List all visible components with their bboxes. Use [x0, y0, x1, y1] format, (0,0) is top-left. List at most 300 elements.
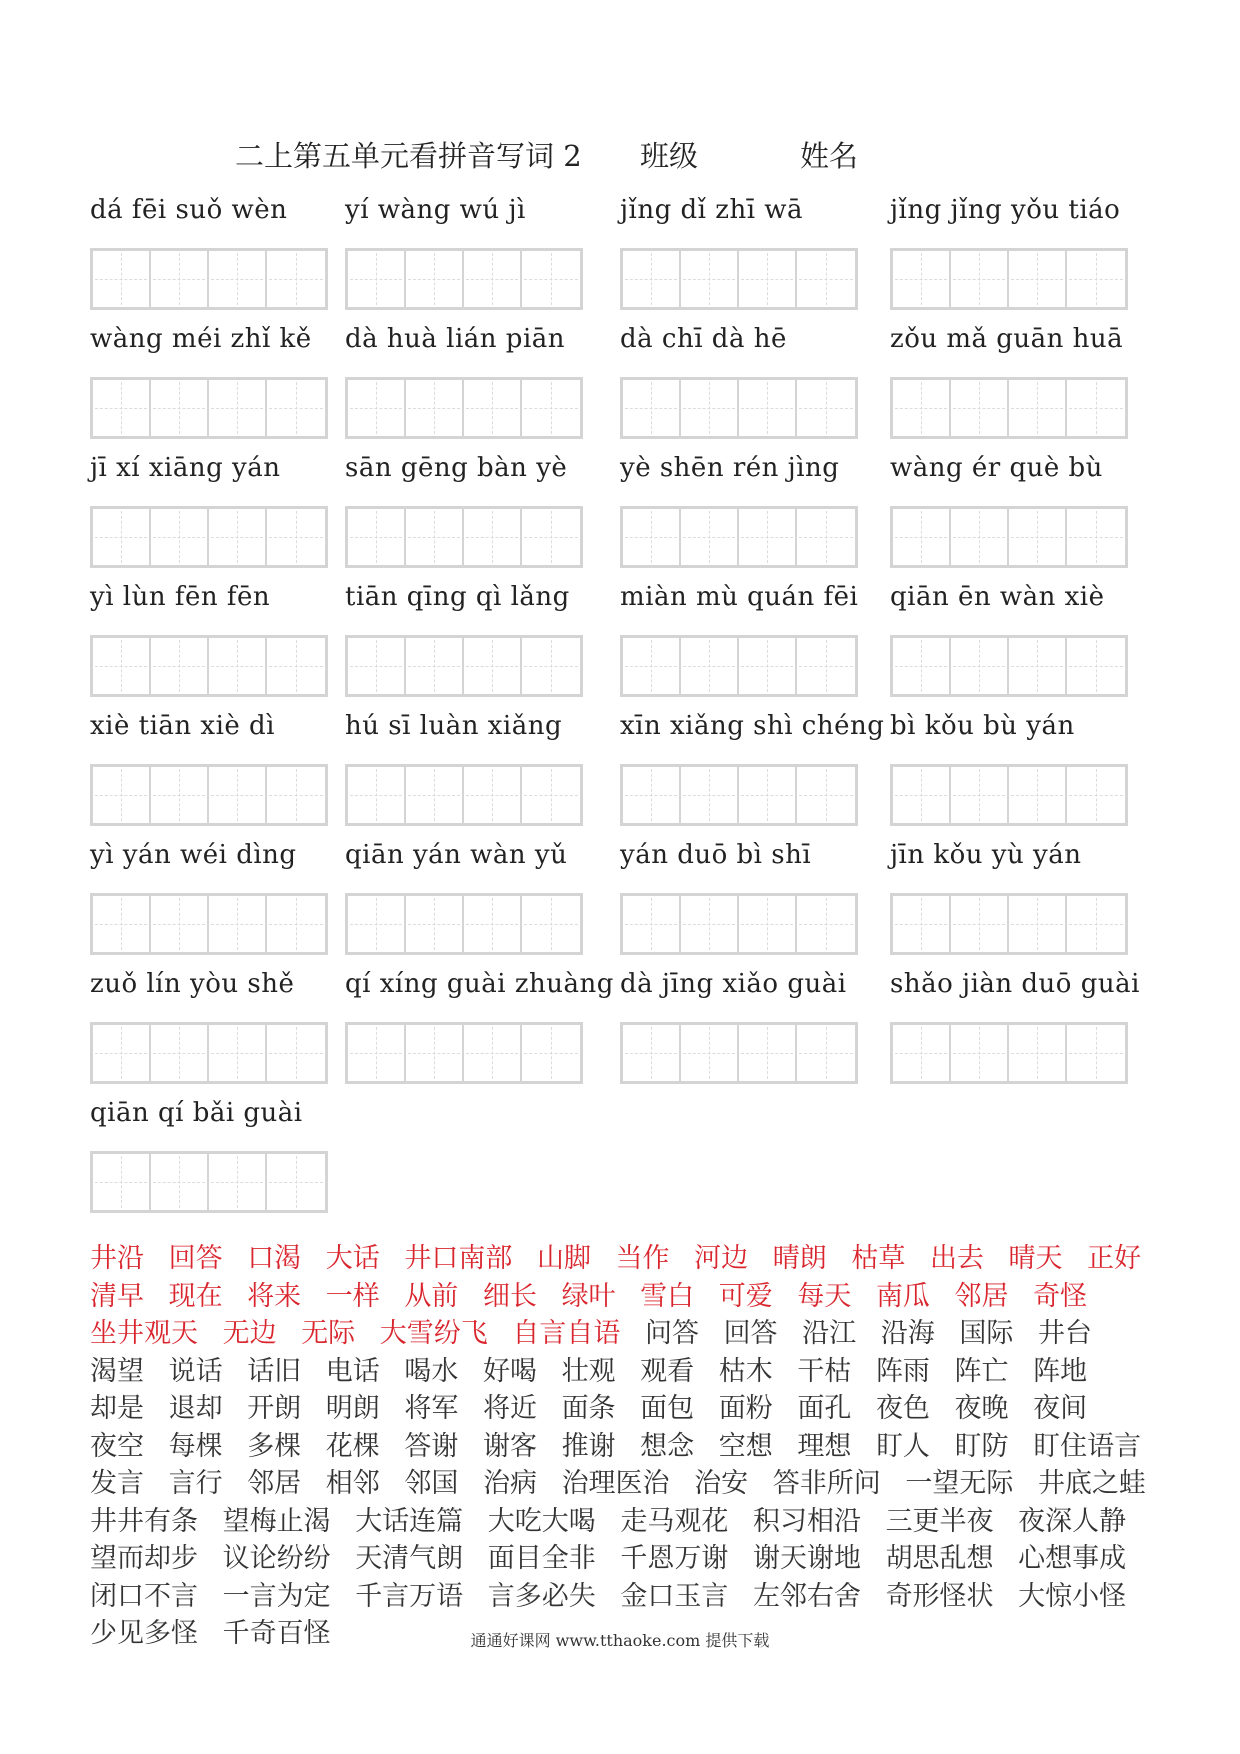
- writing-boxes[interactable]: [345, 506, 583, 568]
- writing-cell[interactable]: [1009, 767, 1067, 823]
- writing-cell[interactable]: [151, 380, 209, 436]
- word-black: 夜间: [1033, 1393, 1088, 1424]
- word-black: 国际: [959, 1318, 1014, 1349]
- writing-cell[interactable]: [1067, 638, 1125, 694]
- writing-cell[interactable]: [406, 1025, 464, 1081]
- pinyin-item: [90, 319, 370, 439]
- writing-cell[interactable]: [797, 1025, 855, 1081]
- word-red: 大雪纷飞: [379, 1318, 488, 1349]
- word-black: 三更半夜: [885, 1505, 994, 1537]
- writing-cell[interactable]: [893, 896, 951, 952]
- word-black: 夜晚: [954, 1393, 1009, 1424]
- writing-cell[interactable]: [93, 767, 151, 823]
- word-black: 沿海: [880, 1318, 935, 1349]
- writing-boxes[interactable]: [890, 635, 1128, 697]
- word-black: 枯木: [718, 1355, 773, 1387]
- word-black: 理想: [797, 1430, 852, 1462]
- writing-cell[interactable]: [151, 896, 209, 952]
- word-black: 谢天谢地: [752, 1543, 861, 1574]
- pinyin-text: wàng ér què bù: [890, 453, 1103, 483]
- pinyin-item: [90, 448, 370, 568]
- word-black: 空想: [718, 1430, 773, 1462]
- pinyin-text: qiān ēn wàn xiè: [890, 582, 1105, 612]
- word-black: 左邻右舍: [752, 1580, 861, 1612]
- word-black: 阵地: [1033, 1355, 1088, 1387]
- writing-cell[interactable]: [151, 509, 209, 565]
- writing-cell[interactable]: [1009, 380, 1067, 436]
- word-black: 治理医治: [561, 1468, 670, 1499]
- pinyin-item: [90, 190, 370, 310]
- pinyin-text: qiān qí bǎi guài: [90, 1098, 303, 1128]
- writing-cell[interactable]: [151, 638, 209, 694]
- word-red: 山脚: [536, 1243, 591, 1274]
- word-black: 面条: [561, 1393, 616, 1424]
- word-red: 井口南部: [404, 1243, 513, 1274]
- writing-boxes[interactable]: [345, 1022, 583, 1084]
- word-black: 退却: [168, 1393, 223, 1424]
- writing-cell[interactable]: [797, 509, 855, 565]
- pinyin-text: zǒu mǎ guān huā: [890, 324, 1124, 354]
- footer-credit: 通通好课网 www.tthaoke.com 提供下载: [470, 1631, 770, 1650]
- writing-cell[interactable]: [681, 1025, 739, 1081]
- writing-cell[interactable]: [464, 638, 522, 694]
- writing-cell[interactable]: [151, 1025, 209, 1081]
- writing-cell[interactable]: [209, 1154, 267, 1210]
- writing-cell[interactable]: [151, 1154, 209, 1210]
- writing-cell[interactable]: [739, 380, 797, 436]
- writing-cell[interactable]: [267, 1154, 325, 1210]
- pinyin-item: [890, 835, 1170, 955]
- writing-boxes[interactable]: [90, 635, 328, 697]
- writing-cell[interactable]: [797, 251, 855, 307]
- word-black: 千奇百怪: [222, 1618, 331, 1649]
- word-black: 邻居: [247, 1468, 302, 1499]
- pinyin-text: yì yán wéi dìng: [90, 840, 297, 870]
- writing-cell[interactable]: [951, 251, 1009, 307]
- writing-cell[interactable]: [739, 509, 797, 565]
- writing-cell[interactable]: [93, 251, 151, 307]
- writing-cell[interactable]: [951, 767, 1009, 823]
- pinyin-item: [90, 835, 370, 955]
- pinyin-text: sān gēng bàn yè: [345, 453, 568, 483]
- writing-cell[interactable]: [267, 767, 325, 823]
- writing-cell[interactable]: [623, 767, 681, 823]
- writing-cell[interactable]: [739, 251, 797, 307]
- word-black: 一望无际: [905, 1468, 1014, 1499]
- word-black: 盯防: [954, 1430, 1009, 1462]
- writing-cell[interactable]: [522, 509, 580, 565]
- word-red: 无边: [222, 1318, 277, 1349]
- writing-cell[interactable]: [893, 767, 951, 823]
- writing-cell[interactable]: [681, 380, 739, 436]
- writing-cell[interactable]: [93, 1025, 151, 1081]
- word-black: 走马观花: [620, 1505, 729, 1537]
- word-black: 邻国: [404, 1468, 459, 1499]
- writing-boxes[interactable]: [345, 377, 583, 439]
- writing-cell[interactable]: [681, 767, 739, 823]
- writing-cell[interactable]: [893, 251, 951, 307]
- pinyin-item: [90, 706, 370, 826]
- pinyin-text: yí wàng wú jì: [345, 195, 526, 225]
- pinyin-text: wàng méi zhǐ kě: [90, 324, 312, 354]
- writing-cell[interactable]: [1067, 380, 1125, 436]
- pinyin-item: [890, 190, 1170, 310]
- word-red: 正好: [1087, 1243, 1142, 1274]
- writing-cell[interactable]: [348, 1025, 406, 1081]
- word-black: 言行: [168, 1468, 223, 1499]
- pinyin-item: [345, 577, 625, 697]
- pinyin-item: [620, 964, 900, 1084]
- writing-cell[interactable]: [464, 767, 522, 823]
- word-black: 盯住语言: [1033, 1430, 1142, 1462]
- pinyin-item: [890, 448, 1170, 568]
- word-black: 大话连篇: [355, 1505, 464, 1537]
- word-red: 细长: [482, 1280, 537, 1312]
- writing-cell[interactable]: [522, 1025, 580, 1081]
- word-black: 治病: [482, 1468, 537, 1499]
- writing-cell[interactable]: [522, 767, 580, 823]
- word-red: 大话: [325, 1243, 380, 1274]
- writing-cell[interactable]: [151, 767, 209, 823]
- writing-cell[interactable]: [209, 1025, 267, 1081]
- writing-cell[interactable]: [93, 896, 151, 952]
- writing-cell[interactable]: [1009, 896, 1067, 952]
- word-black: 一言为定: [222, 1580, 331, 1612]
- writing-cell[interactable]: [893, 509, 951, 565]
- word-black: 井底之蛙: [1037, 1468, 1146, 1499]
- writing-cell[interactable]: [522, 380, 580, 436]
- word-red: 从前: [404, 1280, 459, 1312]
- pinyin-text: miàn mù quán fēi: [620, 582, 859, 612]
- pinyin-item: [345, 964, 625, 1084]
- writing-boxes[interactable]: [620, 635, 858, 697]
- writing-cell[interactable]: [209, 767, 267, 823]
- writing-cell[interactable]: [209, 380, 267, 436]
- writing-boxes[interactable]: [620, 248, 858, 310]
- word-bank: [90, 1240, 1170, 1653]
- writing-cell[interactable]: [93, 509, 151, 565]
- writing-cell[interactable]: [348, 638, 406, 694]
- word-black: 井井有条: [90, 1505, 198, 1537]
- writing-boxes[interactable]: [90, 377, 328, 439]
- writing-boxes[interactable]: [90, 1151, 328, 1213]
- writing-cell[interactable]: [797, 380, 855, 436]
- writing-cell[interactable]: [1067, 896, 1125, 952]
- writing-cell[interactable]: [93, 1154, 151, 1210]
- word-black: 夜色: [875, 1393, 930, 1424]
- word-black: 壮观: [561, 1355, 616, 1387]
- writing-cell[interactable]: [623, 1025, 681, 1081]
- word-black: 回答: [723, 1318, 778, 1349]
- word-black: 治安: [694, 1468, 749, 1499]
- word-black: 观看: [640, 1355, 695, 1387]
- writing-cell[interactable]: [1067, 251, 1125, 307]
- writing-cell[interactable]: [464, 509, 522, 565]
- word-red: 邻居: [954, 1280, 1009, 1312]
- pinyin-item: [620, 706, 900, 826]
- pinyin-text: dá fēi suǒ wèn: [90, 195, 288, 225]
- word-black: 夜空: [90, 1430, 144, 1462]
- writing-cell[interactable]: [522, 896, 580, 952]
- writing-boxes[interactable]: [345, 764, 583, 826]
- pinyin-text: jīn kǒu yù yán: [890, 840, 1082, 870]
- pinyin-item: [890, 319, 1170, 439]
- word-black: 每棵: [168, 1430, 223, 1462]
- word-black: 电话: [325, 1355, 380, 1387]
- word-red: 自言自语: [512, 1318, 621, 1349]
- pinyin-item: [890, 964, 1170, 1084]
- word-black: 将近: [482, 1393, 537, 1424]
- writing-cell[interactable]: [406, 896, 464, 952]
- name-label: 姓名: [800, 139, 859, 173]
- word-black: 少见多怪: [90, 1618, 198, 1649]
- writing-cell[interactable]: [348, 896, 406, 952]
- pinyin-item: [890, 577, 1170, 697]
- writing-cell[interactable]: [623, 251, 681, 307]
- word-black: 问答: [644, 1318, 699, 1349]
- writing-boxes[interactable]: [90, 248, 328, 310]
- word-black: 千言万语: [355, 1580, 464, 1612]
- writing-cell[interactable]: [209, 509, 267, 565]
- word-red: 当作: [615, 1243, 670, 1274]
- writing-cell[interactable]: [267, 380, 325, 436]
- pinyin-text: dà huà lián piān: [345, 324, 566, 354]
- writing-boxes[interactable]: [620, 1022, 858, 1084]
- writing-cell[interactable]: [464, 1025, 522, 1081]
- word-black: 发言: [90, 1468, 144, 1499]
- writing-cell[interactable]: [267, 509, 325, 565]
- word-black: 渴望: [90, 1355, 144, 1387]
- pinyin-text: jī xí xiāng yán: [90, 453, 281, 483]
- writing-cell[interactable]: [623, 638, 681, 694]
- writing-cell[interactable]: [348, 251, 406, 307]
- word-black: 明朗: [325, 1393, 380, 1424]
- writing-cell[interactable]: [681, 896, 739, 952]
- writing-cell[interactable]: [951, 380, 1009, 436]
- pinyin-text: dà chī dà hē: [620, 324, 787, 354]
- writing-cell[interactable]: [681, 509, 739, 565]
- pinyin-item: [345, 448, 625, 568]
- writing-cell[interactable]: [797, 767, 855, 823]
- word-black: 说话: [168, 1355, 223, 1387]
- page-title: 二上第五单元看拼音写词 2: [235, 139, 582, 173]
- writing-cell[interactable]: [1067, 509, 1125, 565]
- writing-cell[interactable]: [1009, 638, 1067, 694]
- writing-boxes[interactable]: [90, 1022, 328, 1084]
- writing-cell[interactable]: [93, 638, 151, 694]
- writing-cell[interactable]: [267, 1025, 325, 1081]
- writing-boxes[interactable]: [890, 764, 1128, 826]
- writing-cell[interactable]: [951, 1025, 1009, 1081]
- word-red: 绿叶: [561, 1280, 616, 1312]
- writing-cell[interactable]: [209, 896, 267, 952]
- writing-boxes[interactable]: [890, 506, 1128, 568]
- writing-cell[interactable]: [623, 896, 681, 952]
- writing-cell[interactable]: [681, 251, 739, 307]
- word-black: 望而却步: [90, 1543, 198, 1574]
- writing-cell[interactable]: [209, 251, 267, 307]
- word-black: 干枯: [797, 1355, 852, 1387]
- writing-cell[interactable]: [951, 638, 1009, 694]
- word-red: 清早: [90, 1280, 144, 1312]
- writing-cell[interactable]: [1009, 1025, 1067, 1081]
- writing-cell[interactable]: [739, 1025, 797, 1081]
- writing-boxes[interactable]: [345, 635, 583, 697]
- writing-cell[interactable]: [1067, 1025, 1125, 1081]
- pinyin-text: qiān yán wàn yǔ: [345, 840, 568, 870]
- word-black: 金口玉言: [620, 1580, 729, 1612]
- writing-boxes[interactable]: [620, 506, 858, 568]
- pinyin-text: qí xíng guài zhuàng: [345, 969, 614, 999]
- writing-boxes[interactable]: [890, 893, 1128, 955]
- pinyin-item: [890, 706, 1170, 826]
- writing-cell[interactable]: [623, 380, 681, 436]
- pinyin-item: [345, 706, 625, 826]
- writing-cell[interactable]: [1067, 767, 1125, 823]
- writing-cell[interactable]: [1009, 509, 1067, 565]
- word-red: 出去: [929, 1243, 984, 1274]
- writing-boxes[interactable]: [345, 893, 583, 955]
- writing-cell[interactable]: [681, 638, 739, 694]
- pinyin-text: yè shēn rén jìng: [620, 453, 840, 483]
- word-black: 话旧: [247, 1355, 302, 1387]
- pinyin-text: yì lùn fēn fēn: [90, 582, 271, 612]
- word-red: 坐井观天: [90, 1318, 198, 1349]
- writing-cell[interactable]: [93, 380, 151, 436]
- word-black: 夜深人静: [1018, 1505, 1127, 1537]
- writing-cell[interactable]: [893, 1025, 951, 1081]
- word-black: 井台: [1037, 1318, 1092, 1349]
- pinyin-text: jǐng jǐng yǒu tiáo: [890, 195, 1121, 225]
- word-black: 议论纷纷: [222, 1543, 331, 1574]
- writing-cell[interactable]: [522, 251, 580, 307]
- word-red: 枯草: [851, 1243, 906, 1274]
- pinyin-item: [345, 190, 625, 310]
- word-black: 大惊小怪: [1018, 1580, 1127, 1612]
- writing-cell[interactable]: [464, 380, 522, 436]
- writing-cell[interactable]: [151, 251, 209, 307]
- writing-cell[interactable]: [739, 638, 797, 694]
- writing-boxes[interactable]: [620, 377, 858, 439]
- writing-cell[interactable]: [406, 638, 464, 694]
- word-black: 大吃大喝: [487, 1505, 596, 1537]
- pinyin-text: dà jīng xiǎo guài: [620, 969, 847, 999]
- writing-cell[interactable]: [406, 767, 464, 823]
- writing-boxes[interactable]: [620, 764, 858, 826]
- word-black: 却是: [90, 1393, 144, 1424]
- word-black: 胡思乱想: [885, 1543, 994, 1574]
- pinyin-item: [90, 577, 370, 697]
- writing-boxes[interactable]: [890, 377, 1128, 439]
- word-red: 晴天: [1008, 1243, 1063, 1274]
- writing-boxes[interactable]: [90, 893, 328, 955]
- writing-cell[interactable]: [893, 380, 951, 436]
- writing-boxes[interactable]: [345, 248, 583, 310]
- writing-cell[interactable]: [739, 896, 797, 952]
- word-red: 雪白: [640, 1280, 695, 1312]
- writing-cell[interactable]: [464, 251, 522, 307]
- word-black: 奇形怪状: [885, 1580, 994, 1612]
- pinyin-item: [90, 964, 370, 1084]
- word-black: 千恩万谢: [620, 1543, 729, 1574]
- word-black: 闭口不言: [90, 1580, 198, 1612]
- writing-cell[interactable]: [406, 509, 464, 565]
- word-red: 口渴: [247, 1243, 302, 1274]
- writing-cell[interactable]: [348, 509, 406, 565]
- pinyin-text: xiè tiān xiè dì: [90, 711, 275, 741]
- word-black: 沿江: [802, 1318, 857, 1349]
- writing-boxes[interactable]: [90, 764, 328, 826]
- writing-boxes[interactable]: [90, 506, 328, 568]
- writing-cell[interactable]: [522, 638, 580, 694]
- writing-cell[interactable]: [267, 251, 325, 307]
- pinyin-text: hú sī luàn xiǎng: [345, 711, 563, 741]
- word-black: 喝水: [404, 1355, 459, 1387]
- word-black: 面粉: [718, 1393, 773, 1424]
- word-black: 阵雨: [875, 1355, 930, 1387]
- pinyin-text: shǎo jiàn duō guài: [890, 969, 1140, 999]
- writing-cell[interactable]: [1009, 251, 1067, 307]
- word-black: 言多必失: [487, 1580, 596, 1612]
- word-black: 面目全非: [487, 1543, 596, 1574]
- writing-cell[interactable]: [348, 380, 406, 436]
- writing-cell[interactable]: [623, 509, 681, 565]
- word-black: 望梅止渴: [222, 1505, 331, 1537]
- word-red: 回答: [168, 1243, 223, 1274]
- word-black: 想念: [640, 1430, 695, 1462]
- pinyin-item: [620, 190, 900, 310]
- writing-boxes[interactable]: [890, 248, 1128, 310]
- word-black: 心想事成: [1018, 1543, 1127, 1574]
- word-black: 开朗: [247, 1393, 302, 1424]
- pinyin-text: xīn xiǎng shì chéng: [620, 711, 885, 741]
- word-black: 盯人: [875, 1430, 930, 1462]
- pinyin-text: bì kǒu bù yán: [890, 711, 1075, 741]
- word-black: 花棵: [325, 1430, 380, 1462]
- writing-cell[interactable]: [739, 767, 797, 823]
- writing-cell[interactable]: [464, 896, 522, 952]
- writing-cell[interactable]: [348, 767, 406, 823]
- word-red: 河边: [694, 1243, 749, 1274]
- writing-boxes[interactable]: [890, 1022, 1128, 1084]
- writing-cell[interactable]: [406, 251, 464, 307]
- word-black: 推谢: [561, 1430, 616, 1462]
- word-red: 奇怪: [1033, 1280, 1088, 1312]
- writing-cell[interactable]: [797, 896, 855, 952]
- word-black: 积习相沿: [752, 1505, 861, 1537]
- word-black: 多棵: [247, 1430, 302, 1462]
- writing-cell[interactable]: [406, 380, 464, 436]
- writing-cell[interactable]: [267, 896, 325, 952]
- word-black: 答谢: [404, 1430, 459, 1462]
- writing-cell[interactable]: [951, 896, 1009, 952]
- pinyin-text: yán duō bì shī: [620, 840, 812, 870]
- word-red: 可爱: [718, 1280, 773, 1312]
- word-black: 面孔: [797, 1393, 852, 1424]
- pinyin-item: [620, 448, 900, 568]
- word-red: 每天: [797, 1280, 852, 1312]
- writing-cell[interactable]: [797, 638, 855, 694]
- writing-boxes[interactable]: [620, 893, 858, 955]
- word-black: 天清气朗: [355, 1543, 464, 1574]
- writing-cell[interactable]: [267, 638, 325, 694]
- writing-cell[interactable]: [209, 638, 267, 694]
- writing-cell[interactable]: [951, 509, 1009, 565]
- writing-cell[interactable]: [893, 638, 951, 694]
- pinyin-item: [620, 577, 900, 697]
- pinyin-text: zuǒ lín yòu shě: [90, 969, 295, 999]
- word-black: 答非所问: [772, 1468, 881, 1499]
